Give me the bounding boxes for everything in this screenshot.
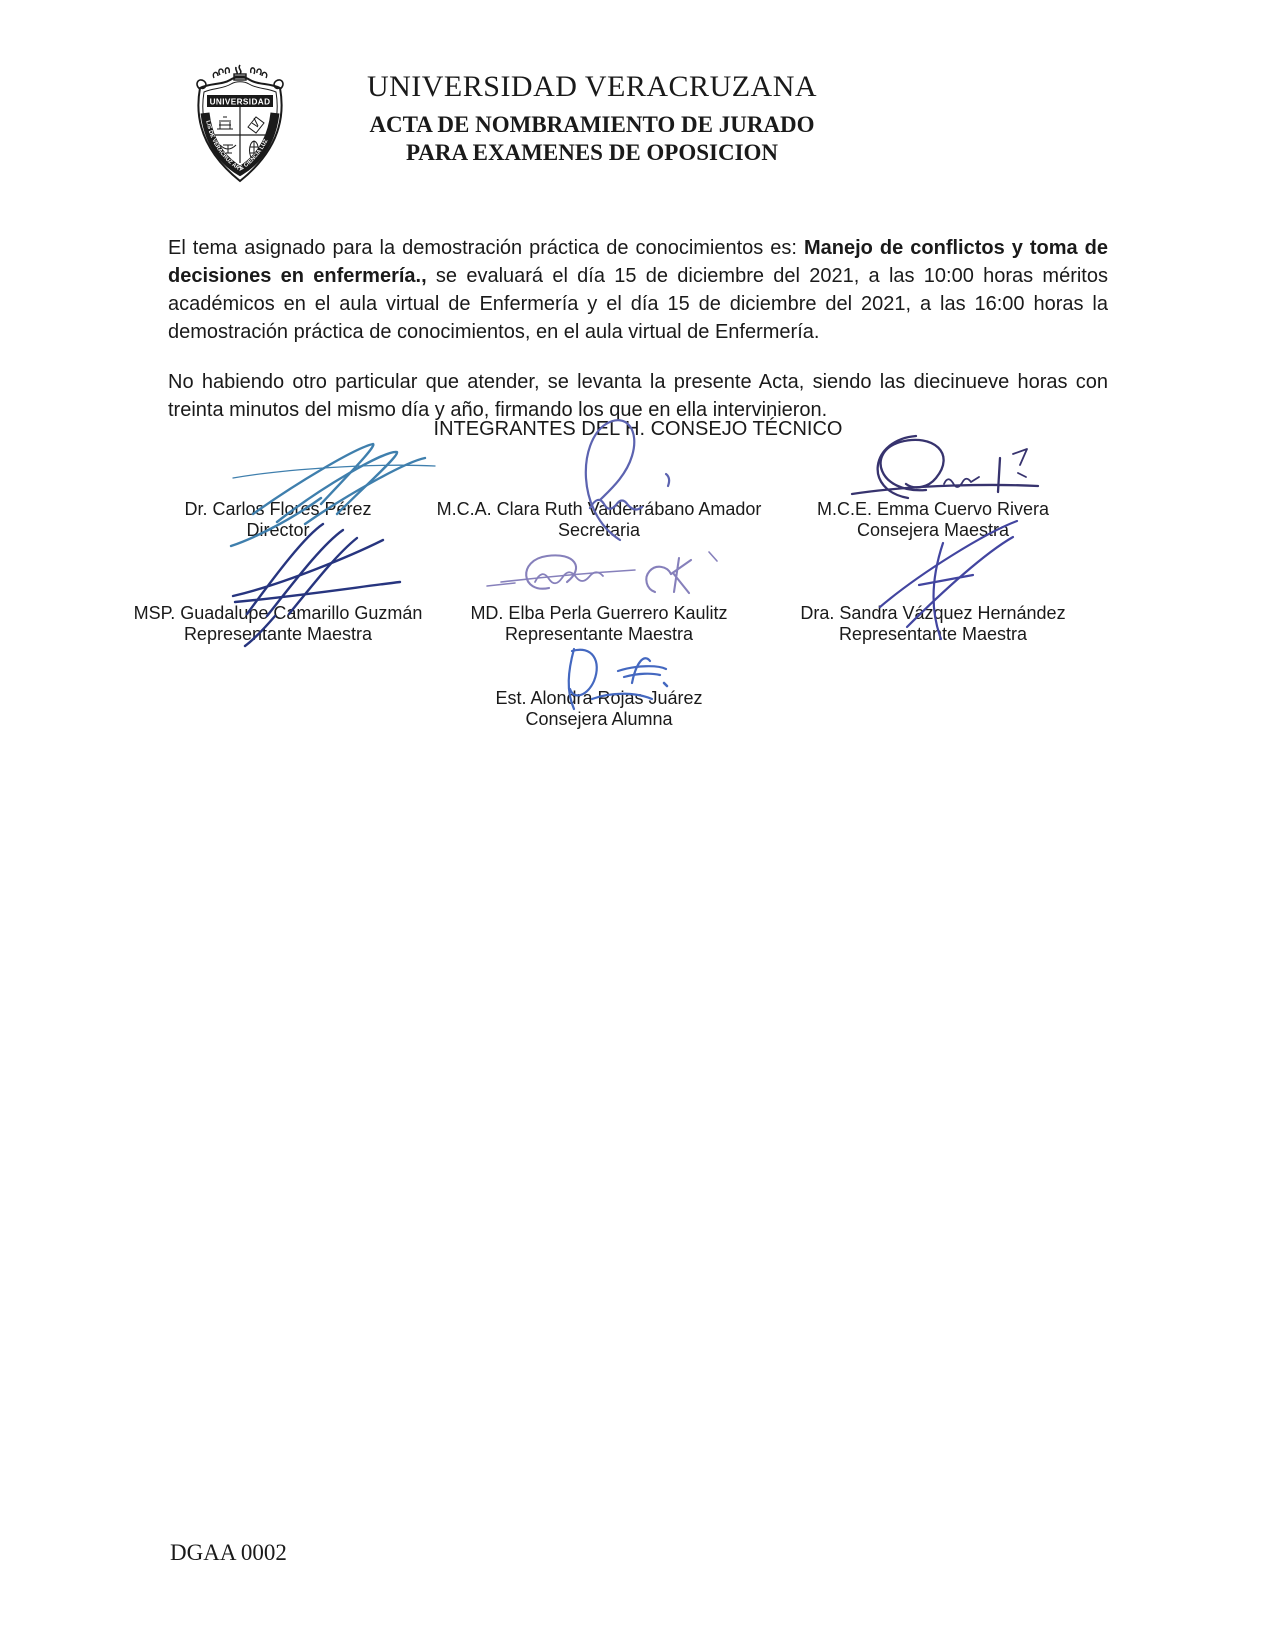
signatory-name: M.C.A. Clara Ruth Valderrábano Amador <box>436 499 762 519</box>
signatory-block-representante-3 <box>753 603 1113 645</box>
footer-form-code: DGAA 0002 <box>170 1540 287 1565</box>
signatory-block-director <box>98 499 458 541</box>
signatory-role: Secretaria <box>557 520 641 540</box>
signatory-role: Representante Maestra <box>183 624 373 644</box>
signatory-name: M.C.E. Emma Cuervo Rivera <box>816 499 1050 519</box>
crest-band-text: UNIVERSIDAD <box>209 97 271 107</box>
signatory-name: Dra. Sandra Vázquez Hernández <box>800 603 1066 623</box>
signatory-role: Director <box>246 520 310 540</box>
signatory-block-representante-1 <box>98 603 458 645</box>
paragraph-closing: No habiendo otro particular que atender, se levanta la presente Acta, siendo las diecinueve horas con treinta minutos del mismo día y año, firmando los que en ella intervinieron. <box>168 371 1108 421</box>
signatory-name: Dr. Carlos Flores Pérez <box>184 499 372 519</box>
signature-elba-guerrero <box>483 548 723 606</box>
signatures-heading: INTEGRANTES DEL H. CONSEJO TÉCNICO <box>433 418 843 440</box>
signatory-block-consejera-maestra <box>753 499 1113 541</box>
signatory-block-secretaria <box>419 499 779 541</box>
crest-motto-text: LIS DE VERACRUZ ARTE CIENCIA LUZ <box>204 120 270 174</box>
document-title-line2: PARA EXAMENES DE OPOSICION <box>405 140 779 165</box>
signatory-role: Representante Maestra <box>504 624 694 644</box>
signatory-name: MD. Elba Perla Guerrero Kaulitz <box>470 603 728 623</box>
signatory-role: Consejera Maestra <box>856 520 1010 540</box>
signatory-name: Est. Alondra Rojas Juárez <box>495 688 703 708</box>
signatory-block-representante-2 <box>419 603 779 645</box>
header-titles <box>247 70 937 167</box>
signatory-role: Representante Maestra <box>838 624 1028 644</box>
university-name: UNIVERSIDAD VERACRUZANA <box>366 70 818 103</box>
signatory-name: MSP. Guadalupe Camarillo Guzmán <box>133 603 423 623</box>
document-title-line1: ACTA DE NOMBRAMIENTO DE JURADO <box>369 112 815 137</box>
paragraph-topic-prefix: El tema asignado para la demostración práctica de conocimientos es: <box>168 237 804 259</box>
paragraph-topic-bold: Manejo de conflictos y toma de decisiones en enfermería., <box>168 237 1108 287</box>
paragraph-topic-suffix: se evaluará el día 15 de diciembre del 2021, a las 10:00 horas méritos académicos en el aula virtual de Enfermería y el día 15 de diciembre del 2021, a las 16:00 horas la demostración práctica de conocimientos, en el aula virtual de Enfermería. <box>168 265 1108 343</box>
signatory-role: Consejera Alumna <box>525 709 673 729</box>
signatory-block-consejera-alumna <box>419 688 779 730</box>
paragraph-topic <box>168 234 1108 346</box>
